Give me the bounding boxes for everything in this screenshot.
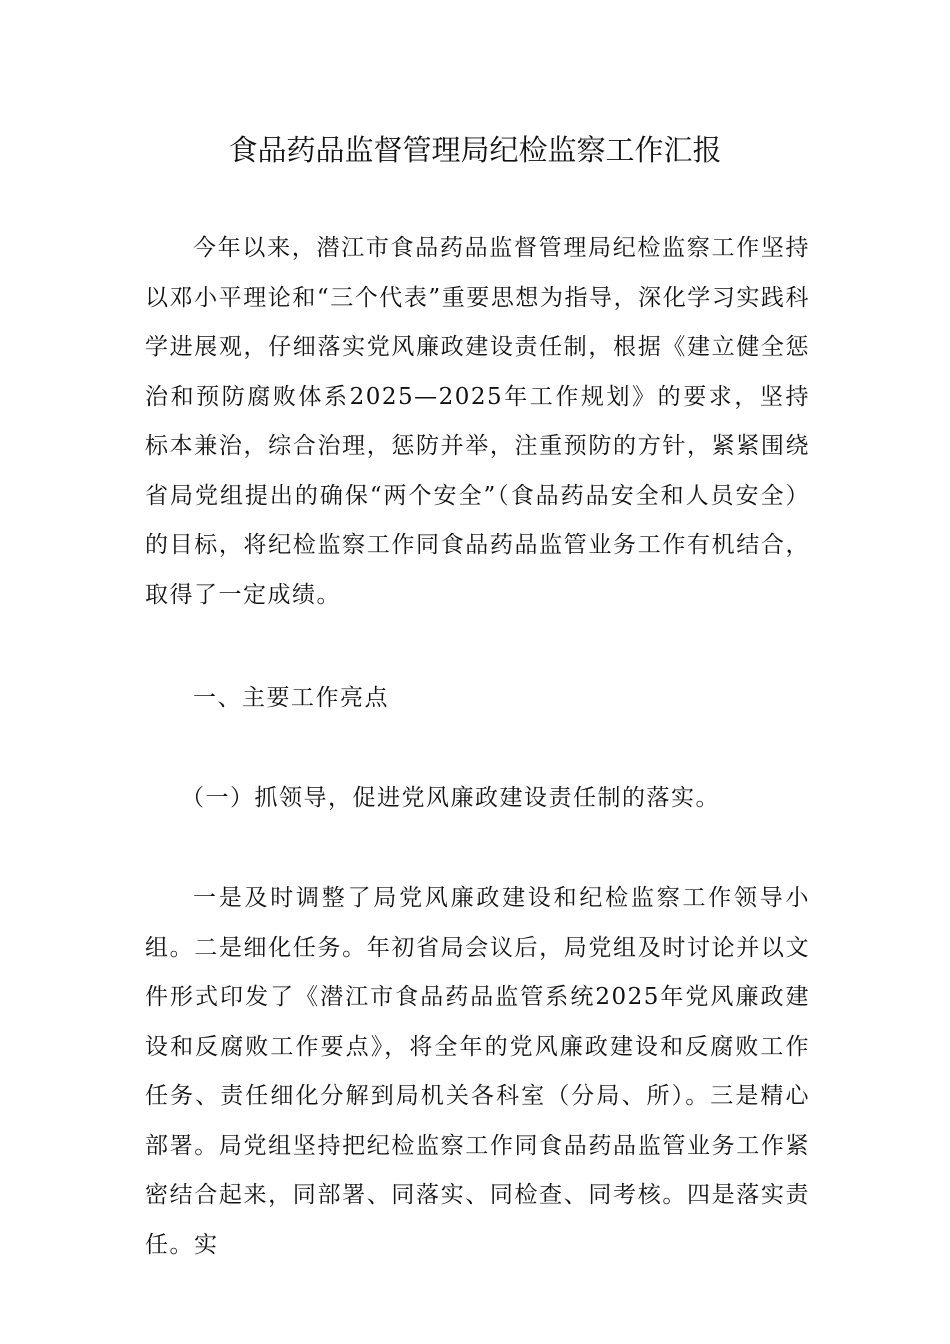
intro-paragraph: 今年以来，潜江市食品药品监督管理局纪检监察工作坚持以邓小平理论和“三个代表”重要思想为指导，深化学习实践科学进展观，仔细落实党风廉政建设责任制，根据《建立健全惩治和预防腐败体系2025—2025年工作规划》的要求，坚持标本兼治，综合治理，惩防并举，注重预防的方针，紧紧围绕省局党组提出的确保“两个安全”（食品药品安全和人员安全）的目标，将纪检监察工作同食品药品监管业务工作有机结合，取得了一定成绩。 [145, 235, 810, 608]
subsection-heading: （一）抓领导，促进党风廉政建设责任制的落实。 [181, 785, 720, 811]
body-paragraph: 一是及时调整了局党风廉政建设和纪检监察工作领导小组。二是细化任务。年初省局会议后，局党组及时讨论并以文件形式印发了《潜江市食品药品监管系统2025年党风廉政建设和反腐败工作要点》，将全年的党风廉政建设和反腐败工作任务、责任细化分解到局机关各科室（分局、所）。三是精心部署。局党组坚持把纪检监察工作同食品药品监管业务工作紧密结合起来，同部署、同落实、同检查、同考核。四是落实责任。实 [145, 885, 810, 1258]
document-title: 食品药品监督管理局纪检监察工作汇报 [228, 133, 722, 167]
section-heading: 一、主要工作亮点 [193, 685, 389, 711]
